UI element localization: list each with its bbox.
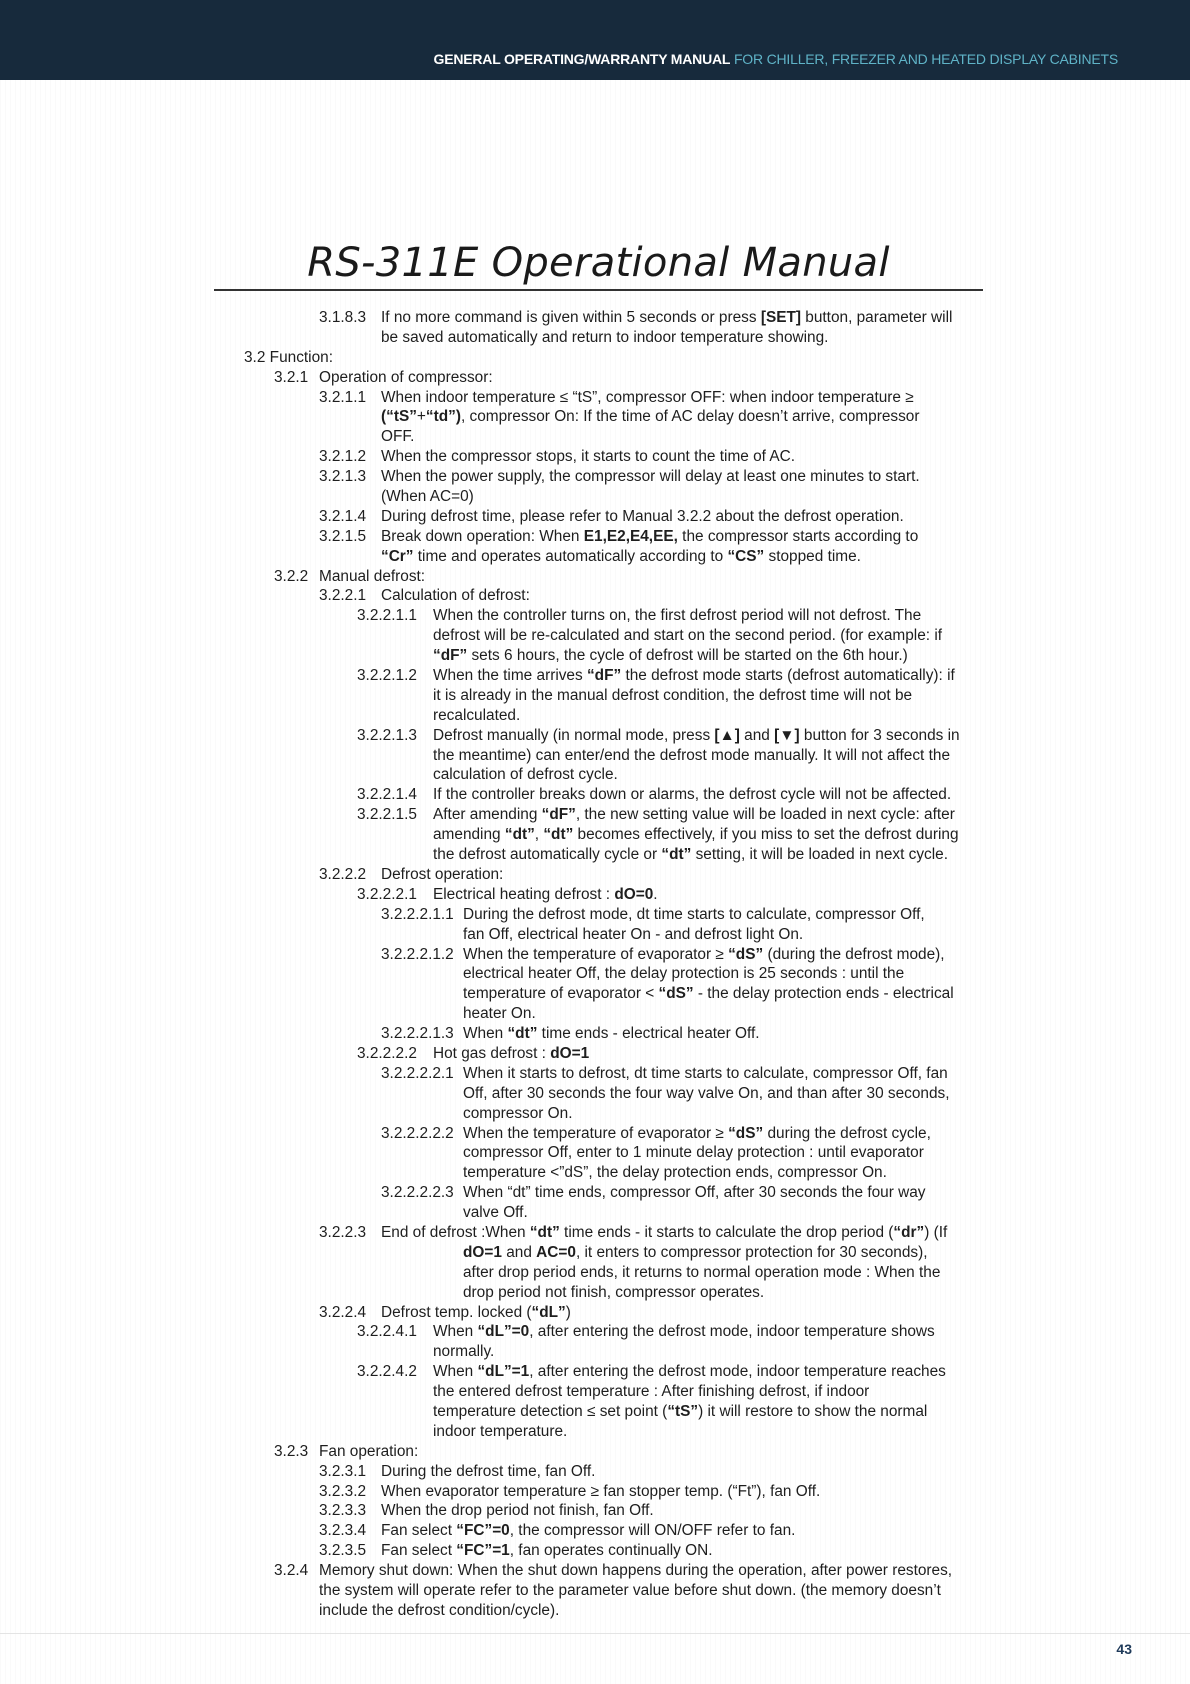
manual-line <box>0 646 1190 666</box>
section-number: 3.2.2.2.2.1 <box>381 1064 454 1082</box>
manual-line <box>0 487 1190 507</box>
section-number: 3.2.1.2 <box>319 448 367 466</box>
manual-line <box>0 308 1190 328</box>
section-text: When evaporator temperature ≥ fan stopper temp. (“Ft”), fan Off. <box>381 1482 821 1500</box>
footer-rule <box>0 1633 1190 1634</box>
title-rule <box>214 289 983 291</box>
manual-line <box>0 1442 1190 1462</box>
section-text: Fan select “FC”=1, fan operates continually ON. <box>381 1542 713 1560</box>
section-text: When the drop period not finish, fan Off. <box>381 1502 654 1520</box>
section-text: Calculation of defrost: <box>381 587 530 605</box>
section-number: 3.2.1 <box>274 368 309 386</box>
manual-line <box>0 805 1190 825</box>
manual-line <box>0 1124 1190 1144</box>
section-number: 3.2.1.4 <box>319 507 367 525</box>
section-text: “dF” sets 6 hours, the cycle of defrost will be started on the 6th hour.) <box>433 647 908 665</box>
section-text: dO=1 and AC=0, it enters to compressor protection for 30 seconds), <box>463 1243 928 1261</box>
manual-line <box>0 1303 1190 1323</box>
section-text: the meantime) can enter/end the defrost mode manually. It will not affect the <box>433 746 951 764</box>
section-text: Break down operation: When E1,E2,E4,EE, the compressor starts according to <box>381 527 919 545</box>
manual-line <box>0 746 1190 766</box>
manual-line <box>0 1601 1190 1621</box>
manual-line <box>0 388 1190 408</box>
section-text: temperature detection ≤ set point (“tS”) it will restore to show the normal <box>433 1402 928 1420</box>
section-number: 3.2.1.1 <box>319 388 367 406</box>
section-number: 3.2.2.1.3 <box>357 726 417 744</box>
manual-line <box>0 885 1190 905</box>
section-number: 3.2.2.3 <box>319 1223 367 1241</box>
manual-line <box>0 1004 1190 1024</box>
manual-line <box>0 567 1190 587</box>
manual-line <box>0 865 1190 885</box>
section-number: 3.1.8.3 <box>319 309 367 326</box>
section-text: Off, after 30 seconds the four way valve On, and than after 30 seconds, <box>463 1084 950 1102</box>
section-number: 3.2.2 <box>274 567 309 585</box>
manual-line <box>0 328 1190 348</box>
manual-line <box>0 1382 1190 1402</box>
section-text: When the compressor stops, it starts to count the time of AC. <box>381 448 796 466</box>
manual-line <box>0 1581 1190 1601</box>
section-number: 3.2.2.2.1.2 <box>381 945 454 963</box>
running-header <box>434 51 1119 67</box>
section-text: OFF. <box>381 428 415 446</box>
section-text: calculation of defrost cycle. <box>433 766 618 784</box>
section-text: Hot gas defrost : dO=1 <box>433 1044 590 1062</box>
manual-line <box>0 1501 1190 1521</box>
manual-line <box>0 1163 1190 1183</box>
page-title: RS-311E Operational Manual <box>307 240 890 286</box>
section-text: During the defrost time, fan Off. <box>381 1462 596 1480</box>
section-text: drop period not finish, compressor operates. <box>463 1283 765 1301</box>
section-text: During the defrost mode, dt time starts to calculate, compressor Off, <box>463 905 925 923</box>
manual-line <box>0 1183 1190 1203</box>
manual-line <box>0 586 1190 606</box>
manual-line <box>0 1064 1190 1084</box>
section-text: temperature <”dS”, the delay protection ends, compressor On. <box>463 1164 887 1182</box>
manual-line <box>0 1104 1190 1124</box>
manual-line <box>0 765 1190 785</box>
manual-line <box>0 626 1190 646</box>
section-text: When the power supply, the compressor will delay at least one minutes to start. <box>381 468 920 486</box>
manual-line <box>0 507 1190 527</box>
section-number: 3.2.3 <box>274 1442 309 1460</box>
manual-line <box>0 1044 1190 1064</box>
section-text: fan Off, electrical heater On - and defrost light On. <box>463 925 804 943</box>
manual-line <box>0 726 1190 746</box>
section-text: Memory shut down: When the shut down happens during the operation, after power restores, <box>319 1562 953 1580</box>
manual-line <box>0 1283 1190 1303</box>
manual-line <box>0 1203 1190 1223</box>
manual-line <box>0 825 1190 845</box>
manual-line <box>0 606 1190 626</box>
section-text: recalculated. <box>433 706 521 724</box>
manual-line <box>0 706 1190 726</box>
section-text: If the controller breaks down or alarms, the defrost cycle will not be affected. <box>433 786 952 804</box>
manual-line <box>0 407 1190 427</box>
section-text: Defrost temp. locked (“dL”) <box>381 1303 571 1321</box>
section-text: When the time arrives “dF” the defrost mode starts (defrost automatically): if <box>433 667 955 685</box>
manual-line <box>0 1541 1190 1561</box>
section-number: 3.2.3.1 <box>319 1462 367 1480</box>
section-number: 3.2.2.1.4 <box>357 786 417 804</box>
manual-line <box>0 1024 1190 1044</box>
section-text: End of defrost :When “dt” time ends - it starts to calculate the drop period (“dr”) (If <box>381 1223 948 1241</box>
manual-line <box>0 547 1190 567</box>
section-number: 3.2 Function: <box>244 348 333 366</box>
header-bar <box>0 0 1190 80</box>
section-text: defrost will be re-calculated and start on the second period. (for example: if <box>433 627 943 645</box>
manual-line <box>0 785 1190 805</box>
section-text: be saved automatically and return to indoor temperature showing. <box>381 328 829 346</box>
section-text: Fan operation: <box>319 1442 419 1460</box>
manual-line <box>0 1342 1190 1362</box>
section-number: 3.2.2.2.2 <box>357 1044 417 1062</box>
manual-line <box>0 845 1190 865</box>
manual-line <box>0 1362 1190 1382</box>
section-number: 3.2.3.5 <box>319 1542 367 1560</box>
page-number: 43 <box>1116 1641 1132 1657</box>
section-number: 3.2.2.1.2 <box>357 667 417 685</box>
section-text: electrical heater Off, the delay protection is 25 seconds : until the <box>463 965 905 983</box>
manual-line <box>0 984 1190 1004</box>
section-number: 3.2.3.4 <box>319 1522 367 1540</box>
section-text: Defrost operation: <box>381 865 504 883</box>
section-text: normally. <box>433 1343 495 1361</box>
manual-body <box>0 308 1190 1621</box>
section-text: When the temperature of evaporator ≥ “dS” during the defrost cycle, <box>463 1124 931 1142</box>
section-text: Defrost manually (in normal mode, press [▲] and [▼] button for 3 seconds in <box>433 726 960 744</box>
section-number: 3.2.2.2.2.2 <box>381 1124 454 1142</box>
section-number: 3.2.2.2.1 <box>357 885 417 903</box>
section-text: Manual defrost: <box>319 567 426 585</box>
section-text: it is already in the manual defrost condition, the defrost time will not be <box>433 686 913 704</box>
manual-line <box>0 348 1190 368</box>
section-number: 3.2.3.2 <box>319 1482 367 1500</box>
section-text: the defrost automatically cycle or “dt” setting, it will be loaded in next cycle. <box>433 846 948 864</box>
manual-line <box>0 1322 1190 1342</box>
section-number: 3.2.4 <box>274 1562 309 1580</box>
header-manual-title: GENERAL OPERATING/WARRANTY MANUAL <box>433 51 731 67</box>
section-text: If no more command is given within 5 seconds or press [SET] button, parameter will <box>381 309 953 326</box>
section-text: When the temperature of evaporator ≥ “dS” (during the defrost mode), <box>463 945 945 963</box>
section-text: When “dt” time ends - electrical heater Off. <box>463 1025 760 1043</box>
manual-line <box>0 1561 1190 1581</box>
manual-line <box>0 427 1190 447</box>
section-text: temperature of evaporator < “dS” - the delay protection ends - electrical <box>463 985 954 1003</box>
section-text: When it starts to defrost, dt time starts to calculate, compressor Off, fan <box>463 1064 948 1082</box>
manual-line <box>0 945 1190 965</box>
manual-line <box>0 447 1190 467</box>
manual-line <box>0 1223 1190 1243</box>
section-text: after drop period ends, it returns to normal operation mode : When the <box>463 1263 941 1281</box>
section-text: include the defrost condition/cycle). <box>319 1601 560 1619</box>
section-text: (“tS”+“td”), compressor On: If the time of AC delay doesn’t arrive, compressor <box>381 408 920 426</box>
section-number: 3.2.3.3 <box>319 1502 367 1520</box>
section-number: 3.2.2.2.1.1 <box>381 905 454 923</box>
section-text: amending “dt”, “dt” becomes effectively, if you miss to set the defrost during <box>433 826 959 844</box>
manual-line <box>0 964 1190 984</box>
manual-line <box>0 1422 1190 1442</box>
section-number: 3.2.2.2.1.3 <box>381 1025 454 1043</box>
section-number: 3.2.2.2 <box>319 865 367 883</box>
section-number: 3.2.2.1 <box>319 587 367 605</box>
manual-line <box>0 1462 1190 1482</box>
section-text: (When AC=0) <box>381 488 474 506</box>
section-number: 3.2.2.1.1 <box>357 607 417 625</box>
section-text: Fan select “FC”=0, the compressor will ON/OFF refer to fan. <box>381 1522 796 1540</box>
section-text: Operation of compressor: <box>319 368 493 386</box>
manual-line <box>0 905 1190 925</box>
section-text: indoor temperature. <box>433 1422 568 1440</box>
manual-line <box>0 1482 1190 1502</box>
manual-line <box>0 666 1190 686</box>
header-subtitle: FOR CHILLER, FREEZER AND HEATED DISPLAY CABINETS <box>733 51 1118 67</box>
section-text: “Cr” time and operates automatically according to “CS” stopped time. <box>381 547 861 565</box>
manual-line <box>0 1143 1190 1163</box>
section-text: When indoor temperature ≤ “tS”, compressor OFF: when indoor temperature ≥ <box>381 388 914 406</box>
section-text: the system will operate refer to the parameter value before shut down. (the memory doesn’t <box>319 1582 941 1599</box>
section-number: 3.2.2.4.2 <box>357 1363 417 1381</box>
manual-line <box>0 1521 1190 1541</box>
section-number: 3.2.1.3 <box>319 468 367 486</box>
section-number: 3.2.1.5 <box>319 527 367 545</box>
manual-line <box>0 1402 1190 1422</box>
manual-line <box>0 527 1190 547</box>
manual-line <box>0 925 1190 945</box>
section-text: After amending “dF”, the new setting value will be loaded in next cycle: after <box>433 806 955 824</box>
section-number: 3.2.2.2.2.3 <box>381 1184 454 1202</box>
section-text: When the controller turns on, the first defrost period will not defrost. The <box>433 607 922 625</box>
section-text: heater On. <box>463 1005 536 1023</box>
section-text: When “dt” time ends, compressor Off, after 30 seconds the four way <box>463 1184 926 1202</box>
section-text: When “dL”=0, after entering the defrost mode, indoor temperature shows <box>433 1323 935 1341</box>
section-text: compressor Off, enter to 1 minute delay protection : until evaporator <box>463 1144 924 1162</box>
section-text: During defrost time, please refer to Manual 3.2.2 about the defrost operation. <box>381 507 904 525</box>
manual-line <box>0 368 1190 388</box>
section-number: 3.2.2.4.1 <box>357 1323 417 1341</box>
section-number: 3.2.2.1.5 <box>357 806 417 824</box>
section-text: valve Off. <box>463 1204 528 1222</box>
manual-line <box>0 1263 1190 1283</box>
section-text: When “dL”=1, after entering the defrost mode, indoor temperature reaches <box>433 1363 946 1381</box>
manual-line <box>0 1084 1190 1104</box>
section-text: the entered defrost temperature : After finishing defrost, if indoor <box>433 1383 870 1401</box>
manual-line <box>0 686 1190 706</box>
section-text: Electrical heating defrost : dO=0. <box>433 885 658 903</box>
manual-line <box>0 467 1190 487</box>
manual-line <box>0 1243 1190 1263</box>
section-number: 3.2.2.4 <box>319 1303 367 1321</box>
section-text: compressor On. <box>463 1104 573 1122</box>
